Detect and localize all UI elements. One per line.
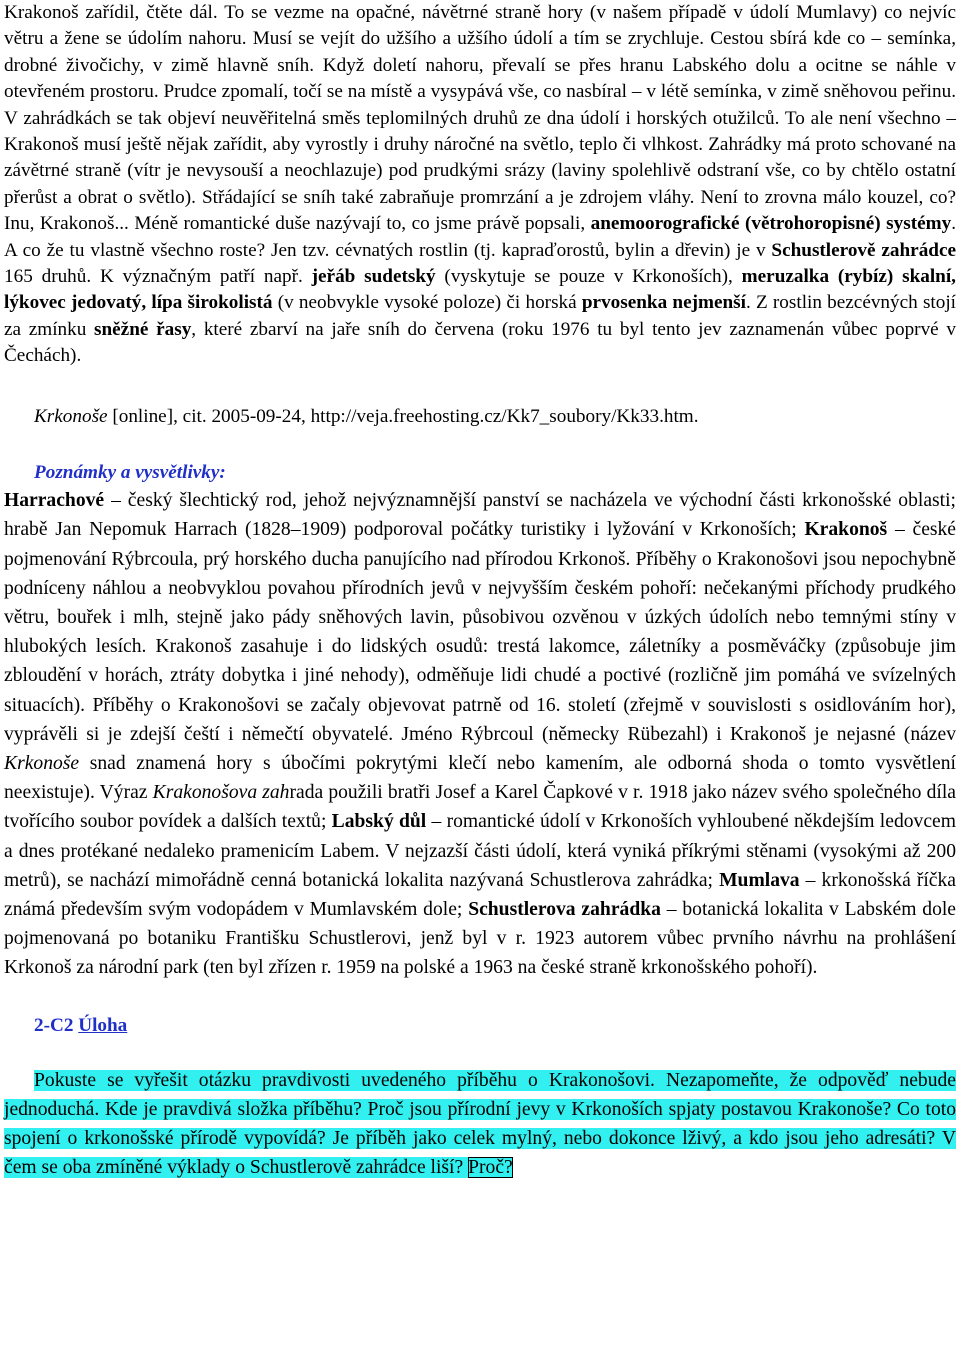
task-highlighted-text (4, 1070, 956, 1179)
note-term: Harrachové (4, 490, 105, 512)
source-citation (4, 404, 956, 430)
task-paragraph (4, 1066, 956, 1183)
task-label: Úloha (78, 1014, 128, 1036)
notes-heading: Poznámky a vysvětlivky: (34, 462, 226, 484)
text-run: . Z rostlin bezcévných stojí za zmínku (4, 292, 957, 340)
text-run: (v neobvykle vysoké poloze) či horská (272, 292, 582, 314)
task-heading (4, 1013, 956, 1039)
bold-term: anemoorografické (větrohoropisné) systémy (590, 213, 952, 235)
bold-term: meruzalka (rybíz) skalní, lýkovec jedovatý, lípa širokolistá (4, 266, 956, 314)
note-term: Schustlerova zahrádka (468, 898, 661, 920)
text-run: – český šlechtický rod, jehož nejvýznamnější panství se nacházela ve východní části krkonošské oblasti; hrabě Jan Nepomuk Harrach (1828–1909) podporoval počátky turistiky i lyžování v Krkonoších; (4, 490, 956, 541)
text-run: Krakonoš zařídil, čtěte dál. To se vezme na opačné, návětrné straně hory (v našem případě v údolí Mumlavy) co nejvíc větru a žene se údolím nahoru. Musí se vejít do užšího a užšího údolí a tím se zrychluje. Cestou sbírá kde co – semínka, drobné živočichy, v zimě hlavně sníh. Když doletí nahoru, převalí se přes hranu Labského dolu a ocitne se náhle v otevřeném prostoru. Prudce zpomalí, točí se na místě a vysypává vše, co nasbíral – v létě semínka, v zimě sněhovou peřinu. V zahrádkách se tak objeví neuvěřitelná směs teplomilných druhů ze dna údolí i horských otužilců. To ale není všechno – Krakonoš musí ještě nějak zařídit, aby vyrostly i druhy náročné na světlo, teplo či vlhkost. Zahrádky má proto schované na závětrné straně (vítr je nevysouší a neochlazuje) pod prudkými srázy (laviny spolehlivě odstraní vše, co by chtělo ostatní přerůst a obrat o světlo). Střádající se sníh také zabraňuje promrzání a je zdrojem vláhy. Není to zrovna málo kouzel, co? Inu, Krakonoš... Méně romantické duše nazývají to, co jsme právě popsali, (4, 2, 956, 235)
text-run: , které zbarví na jaře sníh do červena (roku 1976 tu byl tento jev zaznamenán vůbec poprvé v Čechách). (4, 318, 956, 367)
task-number: 2-C2 (34, 1014, 79, 1036)
text-run: 165 druhů. K význačným patří např. (4, 266, 312, 288)
bold-term: Schustlerově zahrádce (771, 239, 956, 261)
text-run: snad znamená hory s úbočími pokrytými klečí nebo kamením, ale odborná shoda o tomto vysvětlení neexistuje). Výraz (4, 752, 956, 804)
citation-title: Krkonoše (34, 405, 108, 427)
task-text: Pokuste se vyřešit otázku pravdivosti uvedeného příběhu o Krakonošovi. Nezapomeňte, že odpověď nebude jednoduchá. Kde je pravdivá složka příběhu? Proč jsou přírodní jevy v Krkonoších spjaty postavou Krakonoše? Co toto spojení o krkonošské přírodě vypovídá? Je příběh jako celek mylný, nebo dokonce lživý, a kdo jsou jeho adresáti? V čem se oba zmíněné výklady o Schustlerově zahrádce liší? (4, 1069, 956, 1179)
text-run: (vyskytuje se pouze v Krkonoších), (435, 266, 742, 288)
italic-term: Krkonoše (4, 752, 80, 774)
text-run: rada použili bratři Josef a Karel Čapkové v r. 1918 jako název svého společného díla tvořícího soubor povídek a dalších textů; (4, 782, 956, 833)
text-run: – botanická lokalita v Labském dole pojmenovaná po botaniku Františku Schustlerovi, jenž byl v r. 1923 autorem vůbec prvního návrhu na prohlášení Krkonoš za národní park (ten byl zřízen r. 1959 na polské a 1963 na české straně krkonošského pohoří). (4, 898, 957, 979)
note-term: Mumlava (719, 869, 800, 891)
text-run: – české pojmenování Rýbrcoula, prý horského ducha panujícího nad přírodou Krkonoš. Příběhy o Krakonošovi jsou nepochybně podníceny náhlou a neobvyklou povahou přírodních jevů v nejvyšším českém pohoří: nečekanými příchody prudkého větru, bouřek i mlh, stejně jako pády sněhových lavin, působivou ozvěnou v úzkých údolích nebo temnými stíny v hlubokých lesích. Krakonoš zasahuje i do lidských osudů: trestá lakomce, záletníky a posměváčky (způsobuje jim zbloudění v horách, ztráty dobytka i jiné nehody), odměňuje lidi chudé a poctivé (rozličně jim pomáhá ve svízelných situacích). Příběhy o Krakonošovi se začaly objevovat patrně od 16. století (zřejmě v souvislosti s osidlováním hor), vyprávěli si je zdejší čeští i němečtí obyvatelé. Jméno Rýbrcoul (německy Rübezahl) i Krakonoš je nejasné (název (4, 519, 957, 745)
task-indent (4, 1070, 34, 1091)
task-last-word: Proč? (468, 1157, 513, 1179)
bold-term: sněžné řasy (94, 318, 192, 340)
note-term: Labský důl (331, 811, 427, 833)
citation-rest: [online], cit. 2005-09-24, http://veja.freehosting.cz/Kk7_soubory/Kk33.htm. (107, 405, 699, 427)
main-paragraph (4, 0, 956, 370)
bold-term: prvosenka nejmenší (581, 292, 746, 314)
text-run: – krkonošská říčka známá především svým vodopádem v Mumlavském dole; (4, 869, 957, 920)
bold-term: jeřáb sudetský (311, 266, 436, 288)
italic-term: Krakonošova zah (152, 782, 290, 804)
note-term: Krakonoš (804, 519, 888, 541)
notes-paragraph (4, 486, 956, 982)
text-run: – romantické údolí v Krkonoších vyhloubené někdejším ledovcem a dnes protékané nedaleko pramenicím Labem. V nejzazší části údolí, která vyniká příkrými stěnami (vysokými až 200 metrů), se nachází mimořádně cenná botanická lokalita nazývaná Schustlerova zahrádka; (4, 811, 956, 891)
text-run: . A co že tu vlastně všechno roste? Jen tzv. cévnatých rostlin (tj. kapraďorostů, bylin a dřevin) je v (4, 213, 956, 261)
